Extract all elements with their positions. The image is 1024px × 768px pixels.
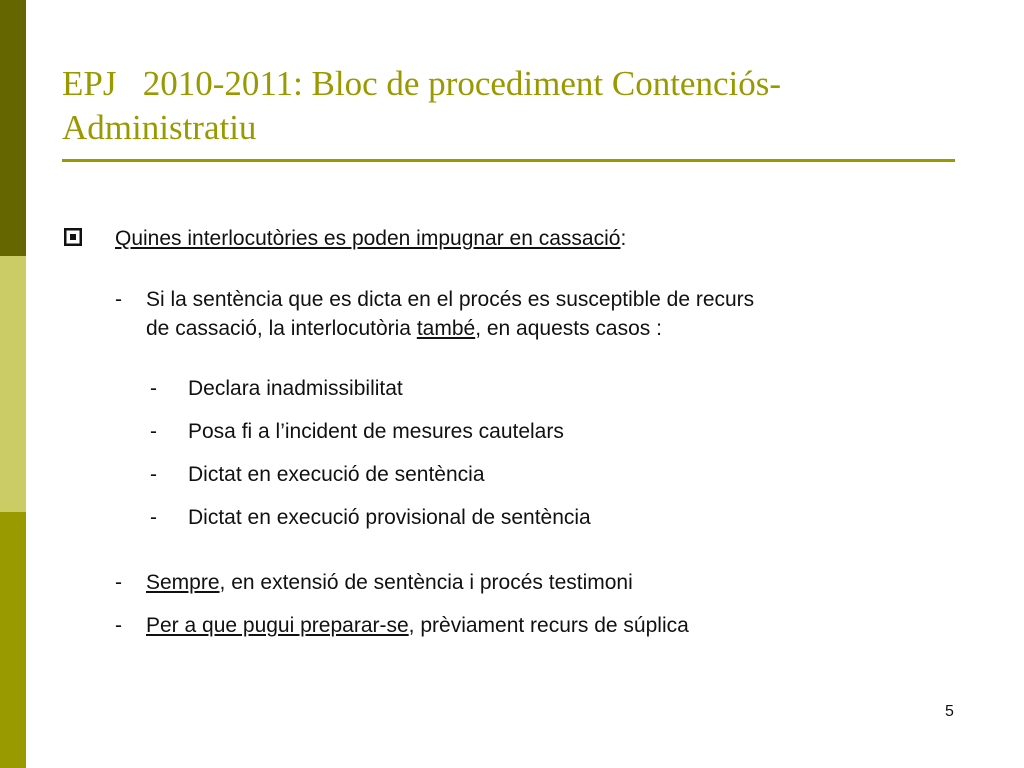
side-bar-mid-segment bbox=[0, 512, 26, 768]
sub-item-1-dash: - bbox=[150, 377, 157, 400]
item-2-text bbox=[146, 569, 633, 597]
item-1-line-1: Si la sentència que es dicta en el procés es susceptible de recurs bbox=[146, 288, 755, 311]
side-bar-light-segment bbox=[0, 256, 26, 512]
item-3-text bbox=[146, 612, 689, 640]
sub-item-2-dash: - bbox=[150, 420, 157, 443]
item-3-underlined: Per a que pugui preparar-se bbox=[146, 614, 409, 637]
item-1-line-2-underlined: també bbox=[416, 317, 476, 340]
item-1-line-2 bbox=[146, 315, 662, 343]
main-bullet-underlined: Quines interlocutòries es poden impugnar en cassació bbox=[115, 227, 621, 250]
title-line-2: Administratiu bbox=[62, 108, 257, 147]
sub-item-2-text: Posa fi a l’incident de mesures cautelars bbox=[188, 420, 564, 443]
item-1-line-2-post: , en aquests casos : bbox=[475, 317, 662, 340]
sub-item-3-text: Dictat en execució de sentència bbox=[188, 463, 485, 486]
sub-item-4-dash: - bbox=[150, 506, 157, 529]
item-2-underlined: Sempre bbox=[146, 571, 220, 594]
title-line-1: EPJ 2010-2011: Bloc de procediment Contenciós- bbox=[62, 64, 782, 103]
item-3-rest: , prèviament recurs de súplica bbox=[408, 614, 689, 637]
sub-item-1-text: Declara inadmissibilitat bbox=[188, 377, 403, 400]
item-2-dash: - bbox=[115, 571, 122, 594]
main-bullet-colon: : bbox=[620, 227, 627, 250]
item-2-rest: , en extensió de sentència i procés testimoni bbox=[219, 571, 633, 594]
title-underline-rule bbox=[62, 159, 955, 162]
square-bullet-icon bbox=[64, 228, 82, 246]
main-bullet-text bbox=[115, 225, 626, 253]
item-3-dash: - bbox=[115, 614, 122, 637]
item-1-line-2-pre: de cassació, la interlocutòria bbox=[146, 317, 417, 340]
sub-item-4-text: Dictat en execució provisional de sentència bbox=[188, 506, 591, 529]
sub-item-3-dash: - bbox=[150, 463, 157, 486]
page-number: 5 bbox=[945, 703, 954, 720]
item-1-dash: - bbox=[115, 288, 122, 311]
slide-title bbox=[62, 62, 962, 150]
side-bar-dark-segment bbox=[0, 0, 26, 256]
